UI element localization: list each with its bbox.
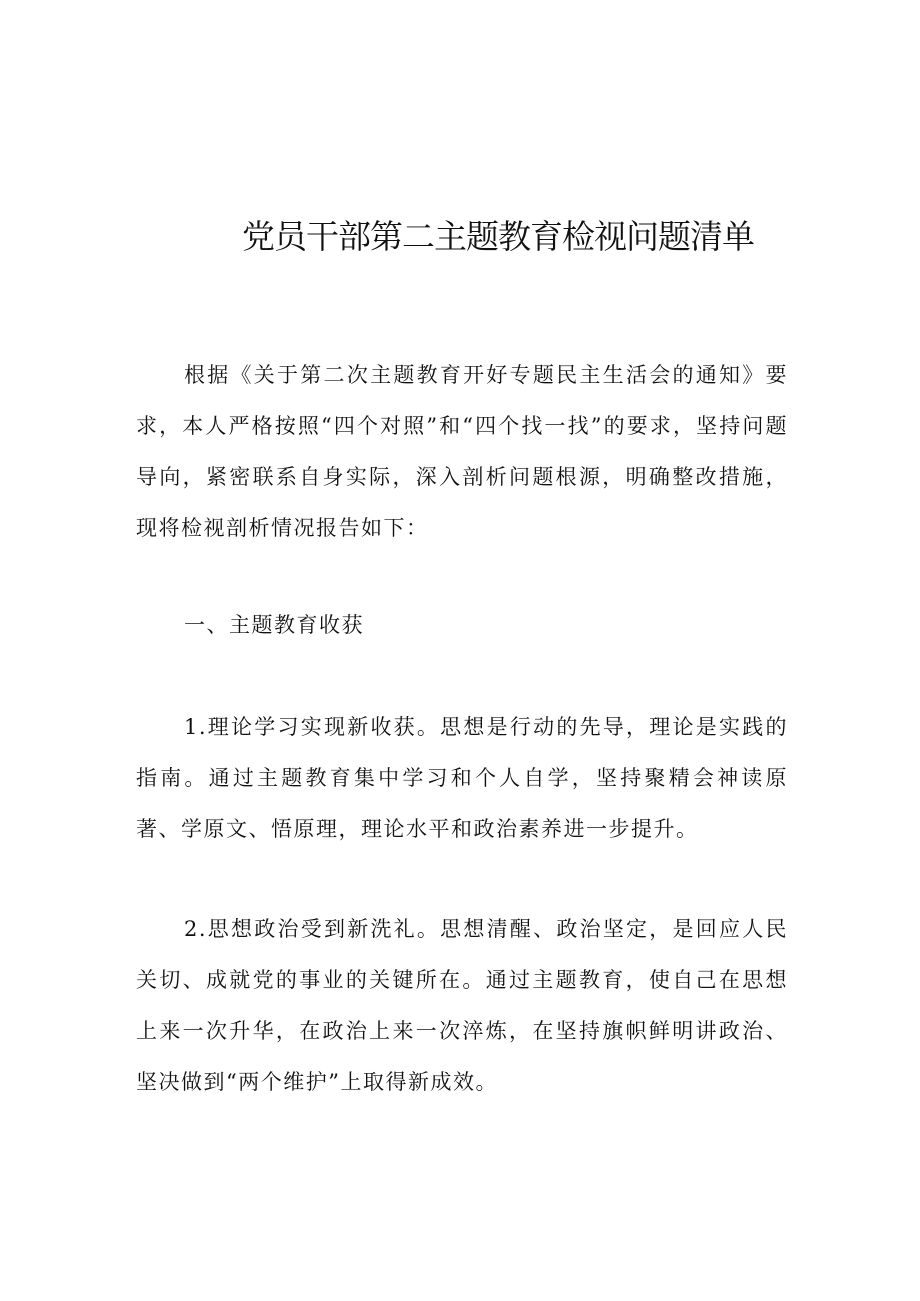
intro-paragraph: 根据《关于第二次主题教育开好专题民主生活会的通知》要求，本人严格按照“四个对照”和“四个找一找”的要求，坚持问题导向，紧密联系自身实际，深入剖析问题根源，明确整改措施，现将检视剖析情况报告如下： (136, 363, 788, 540)
item-paragraph-1: 1.理论学习实现新收获。思想是行动的先导，理论是实践的指南。通过主题教育集中学习和个人自学，坚持聚精会神读原著、学原文、悟原理，理论水平和政治素养进一步提升。 (136, 715, 788, 841)
section-heading: 一、主题教育收获 (184, 613, 364, 637)
item-paragraph-2: 2.思想政治受到新洗礼。思想清醒、政治坚定，是回应人民关切、成就党的事业的关键所在。通过主题教育，使自己在思想上来一次升华，在政治上来一次淬炼，在坚持旗帜鲜明讲政治、坚决做到“两个维护”上取得新成效。 (136, 917, 788, 1094)
document-title: 党员干部第二主题教育检视问题清单 (242, 217, 754, 256)
